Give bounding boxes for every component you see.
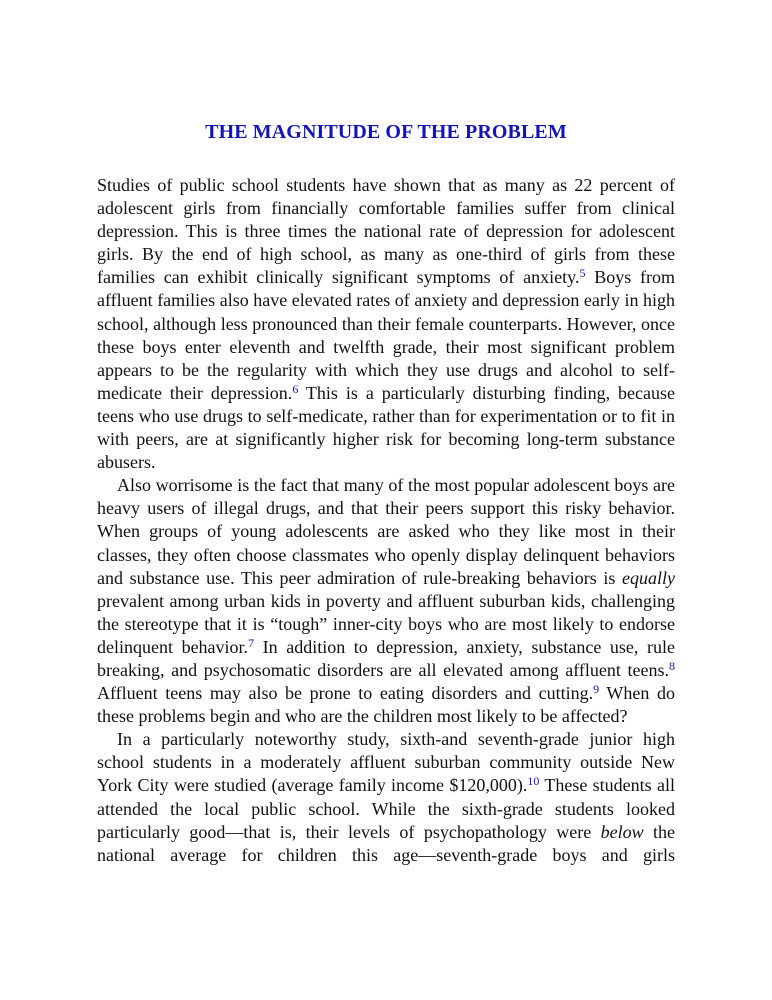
paragraphs bbox=[97, 174, 675, 867]
text-run: Also worrisome is the fact that many of the most popular adolescent boys are heavy users of illegal drugs, and that their peers support this risky behavior. When groups of young adolescents are asked who they like most in their classes, they often choose classmates who openly display delinquent behaviors and substance use. This peer admiration of rule-breaking behaviors is bbox=[97, 475, 675, 588]
footnote-marker[interactable]: 5 bbox=[579, 266, 586, 281]
emphasized-text: equally bbox=[622, 567, 675, 588]
text-run: Affluent teens may also be prone to eating disorders and cutting. bbox=[97, 683, 594, 704]
footnote-marker[interactable]: 10 bbox=[527, 774, 540, 789]
paragraph bbox=[97, 474, 675, 728]
page-body bbox=[97, 118, 675, 867]
footnote-marker[interactable]: 7 bbox=[248, 635, 255, 650]
text-run: In addition to depression, anxiety, substance use, rule breaking, and psychosomatic disorders are all elevated among affluent teens. bbox=[97, 636, 675, 680]
section-heading: THE MAGNITUDE OF THE PROBLEM bbox=[205, 121, 567, 143]
text-run: This is a particularly disturbing finding, because teens who use drugs to self-medicate, rather than for experimentation or to fit in with peers, are at significantly higher risk for becoming long-term substance abusers. bbox=[97, 382, 675, 473]
paragraph bbox=[97, 728, 675, 867]
footnote-marker[interactable]: 8 bbox=[669, 658, 675, 673]
footnote-marker[interactable]: 6 bbox=[292, 381, 299, 396]
text-run: When do these problems begin and who are the children most likely to be affected? bbox=[97, 683, 676, 727]
text-run: the national average for children this age—seventh-grade boys and girls bbox=[97, 821, 675, 865]
paragraph bbox=[97, 174, 675, 474]
text-run: Boys from affluent families also have elevated rates of anxiety and depression early in high school, although less pronounced than their female counterparts. However, once these boys enter eleventh and twelfth grade, their most significant problem appears to be the regularity with which they use drugs and alcohol to self-medicate their depression. bbox=[97, 267, 676, 403]
footnote-marker[interactable]: 9 bbox=[593, 682, 600, 697]
text-run: In a particularly noteworthy study, sixth-and seventh-grade junior high school students in a moderately affluent suburban community outside New York City were studied (average family income $120,000). bbox=[97, 729, 675, 796]
text-run: Studies of public school students have shown that as many as 22 percent of adolescent girls from financially comfortable families suffer from clinical depression. This is three times the national rate of depression for adolescent girls. By the end of high school, as many as one-third of girls from these families can exhibit clinically significant symptoms of anxiety. bbox=[97, 175, 675, 288]
text-run: These students all attended the local public school. While the sixth-grade students looked particularly good—that is, their levels of psychopathology were bbox=[97, 775, 675, 842]
emphasized-text: below bbox=[600, 821, 644, 842]
text-run: prevalent among urban kids in poverty and affluent suburban kids, challenging the stereotype that it is “tough” inner-city boys who are most likely to endorse delinquent behavior. bbox=[97, 590, 675, 657]
